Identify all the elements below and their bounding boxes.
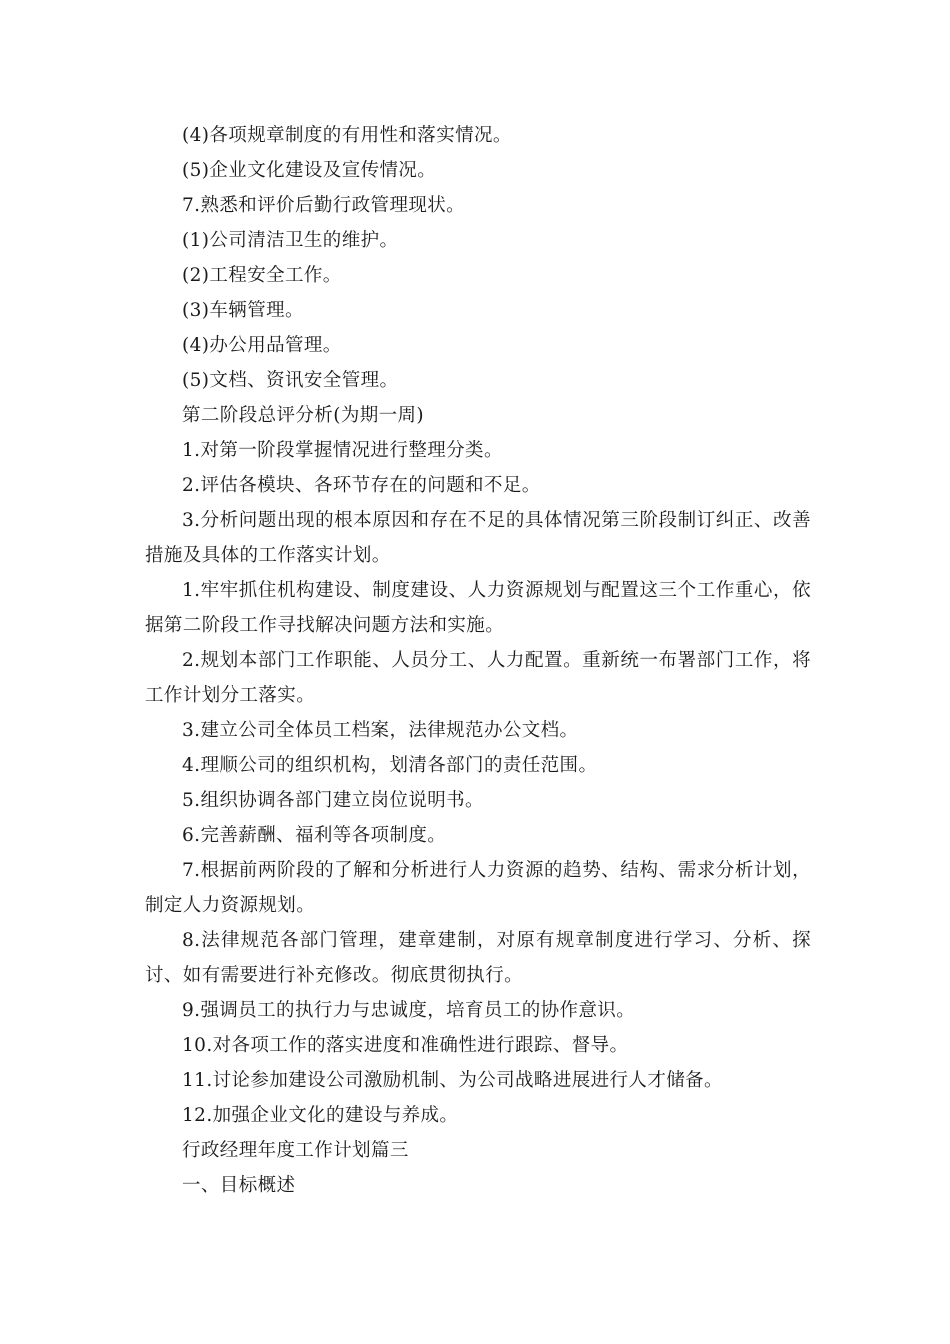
paragraph: 10.对各项工作的落实进度和准确性进行跟踪、督导。 bbox=[182, 1035, 629, 1056]
paragraph: 6.完善薪酬、福利等各项制度。 bbox=[182, 825, 447, 846]
paragraph: (5)文档、资讯安全管理。 bbox=[182, 370, 399, 391]
paragraph: 2.规划本部门工作职能、人员分工、人力配置。重新统一布署部门工作，将工作计划分工落实。 bbox=[145, 650, 811, 706]
paragraph: 2.评估各模块、各环节存在的问题和不足。 bbox=[182, 475, 541, 496]
paragraph: (4)办公用品管理。 bbox=[182, 335, 342, 356]
paragraph: 11.讨论参加建设公司激励机制、为公司战略进展进行人才储备。 bbox=[182, 1070, 723, 1091]
paragraph: 1.牢牢抓住机构建设、制度建设、人力资源规划与配置这三个工作重心，依据第二阶段工作寻找解决问题方法和实施。 bbox=[145, 580, 811, 636]
paragraph: 7.熟悉和评价后勤行政管理现状。 bbox=[182, 195, 466, 216]
section-heading: 一、目标概述 bbox=[182, 1175, 296, 1196]
paragraph: (5)企业文化建设及宣传情况。 bbox=[182, 160, 437, 181]
paragraph: (4)各项规章制度的有用性和落实情况。 bbox=[182, 125, 512, 146]
paragraph: 7.根据前两阶段的了解和分析进行人力资源的趋势、结构、需求分析计划，制定人力资源规划。 bbox=[145, 860, 811, 916]
paragraph: 3.建立公司全体员工档案，法律规范办公文档。 bbox=[182, 720, 579, 741]
paragraph: 1.对第一阶段掌握情况进行整理分类。 bbox=[182, 440, 503, 461]
paragraph: 5.组织协调各部门建立岗位说明书。 bbox=[182, 790, 484, 811]
section-heading: 第二阶段总评分析(为期一周) bbox=[182, 405, 425, 426]
paragraph: 4.理顺公司的组织机构，划清各部门的责任范围。 bbox=[182, 755, 598, 776]
paragraph: 9.强调员工的执行力与忠诚度，培育员工的协作意识。 bbox=[182, 1000, 636, 1021]
paragraph: 8.法律规范各部门管理，建章建制，对原有规章制度进行学习、分析、探讨、如有需要进行补充修改。彻底贯彻执行。 bbox=[145, 930, 811, 986]
paragraph: (2)工程安全工作。 bbox=[182, 265, 342, 286]
section-heading: 行政经理年度工作计划篇三 bbox=[182, 1140, 409, 1161]
paragraph: 12.加强企业文化的建设与养成。 bbox=[182, 1105, 459, 1126]
paragraph: (3)车辆管理。 bbox=[182, 300, 304, 321]
document-body bbox=[145, 118, 811, 1203]
paragraph: 3.分析问题出现的根本原因和存在不足的具体情况第三阶段制订纠正、改善措施及具体的工作落实计划。 bbox=[145, 510, 811, 566]
paragraph: (1)公司清洁卫生的维护。 bbox=[182, 230, 399, 251]
